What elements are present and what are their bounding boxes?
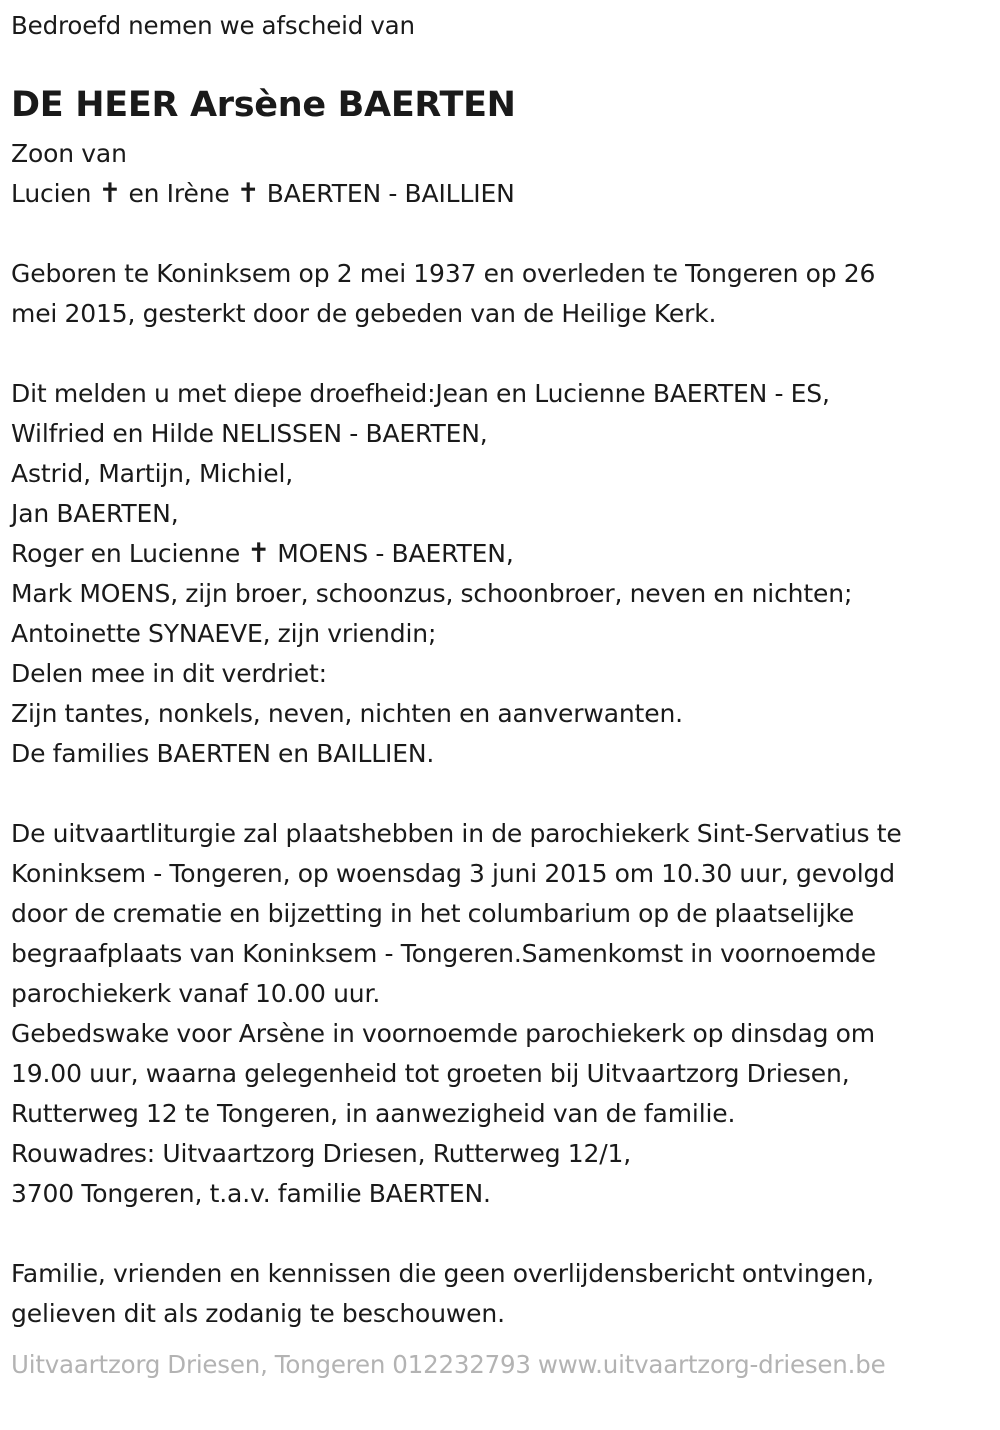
- father-name: Lucien: [11, 179, 92, 208]
- birth-death-line: Geboren te Koninksem op 2 mei 1937 en overleden te Tongeren op 26: [11, 259, 876, 288]
- family-line: Jan BAERTEN,: [11, 499, 179, 528]
- cross-icon: ✝: [98, 178, 122, 209]
- cross-icon: ✝: [236, 178, 260, 209]
- family-line: Dit melden u met diepe droefheid:Jean en Lucienne BAERTEN - ES,: [11, 379, 830, 408]
- birth-death-block: [11, 254, 875, 334]
- family-line: [11, 534, 852, 574]
- funeral-line: parochiekerk vanaf 10.00 uur.: [11, 979, 381, 1008]
- family-block: [11, 374, 852, 774]
- funeral-line: 19.00 uur, waarna gelegenheid tot groeten bij Uitvaartzorg Driesen,: [11, 1059, 850, 1088]
- family-line: Zijn tantes, nonkels, neven, nichten en aanverwanten.: [11, 699, 683, 728]
- family-line-part: MOENS - BAERTEN,: [277, 539, 514, 568]
- funeral-line: begraafplaats van Koninksem - Tongeren.Samenkomst in voornoemde: [11, 939, 876, 968]
- mother-name: en Irène: [128, 179, 230, 208]
- funeral-line: De uitvaartliturgie zal plaatshebben in de parochiekerk Sint-Servatius te: [11, 819, 902, 848]
- parents-surnames: BAERTEN - BAILLIEN: [266, 179, 515, 208]
- closing-line: Familie, vrienden en kennissen die geen overlijdensbericht ontvingen,: [11, 1259, 874, 1288]
- footer-contact: Uitvaartzorg Driesen, Tongeren 012232793 www.uitvaartzorg-driesen.be: [11, 1350, 886, 1379]
- family-line: Astrid, Martijn, Michiel,: [11, 459, 294, 488]
- family-line-part: Roger en Lucienne: [11, 539, 241, 568]
- son-of-label: Zoon van: [11, 139, 127, 168]
- family-line: Delen mee in dit verdriet:: [11, 659, 327, 688]
- funeral-line: Gebedswake voor Arsène in voornoemde parochiekerk op dinsdag om: [11, 1019, 875, 1048]
- family-line: Antoinette SYNAEVE, zijn vriendin;: [11, 619, 437, 648]
- family-line: Wilfried en Hilde NELISSEN - BAERTEN,: [11, 419, 488, 448]
- closing-block: [11, 1254, 874, 1334]
- cross-icon: ✝: [247, 538, 270, 569]
- funeral-line: Koninksem - Tongeren, op woensdag 3 juni 2015 om 10.30 uur, gevolgd: [11, 859, 895, 888]
- deceased-name: DE HEER Arsène BAERTEN: [11, 85, 516, 125]
- parents-line: [11, 174, 515, 214]
- family-line: Mark MOENS, zijn broer, schoonzus, schoonbroer, neven en nichten;: [11, 579, 853, 608]
- funeral-line: Rouwadres: Uitvaartzorg Driesen, Rutterweg 12/1,: [11, 1139, 632, 1168]
- funeral-line: 3700 Tongeren, t.a.v. familie BAERTEN.: [11, 1179, 491, 1208]
- parents-block: [11, 134, 515, 214]
- birth-death-line: mei 2015, gesterkt door de gebeden van de Heilige Kerk.: [11, 299, 717, 328]
- family-line: De families BAERTEN en BAILLIEN.: [11, 739, 435, 768]
- intro-text: Bedroefd nemen we afscheid van: [11, 11, 415, 40]
- closing-line: gelieven dit als zodanig te beschouwen.: [11, 1299, 505, 1328]
- funeral-line: Rutterweg 12 te Tongeren, in aanwezigheid van de familie.: [11, 1099, 736, 1128]
- funeral-block: [11, 814, 902, 1214]
- funeral-line: door de crematie en bijzetting in het columbarium op de plaatselijke: [11, 899, 855, 928]
